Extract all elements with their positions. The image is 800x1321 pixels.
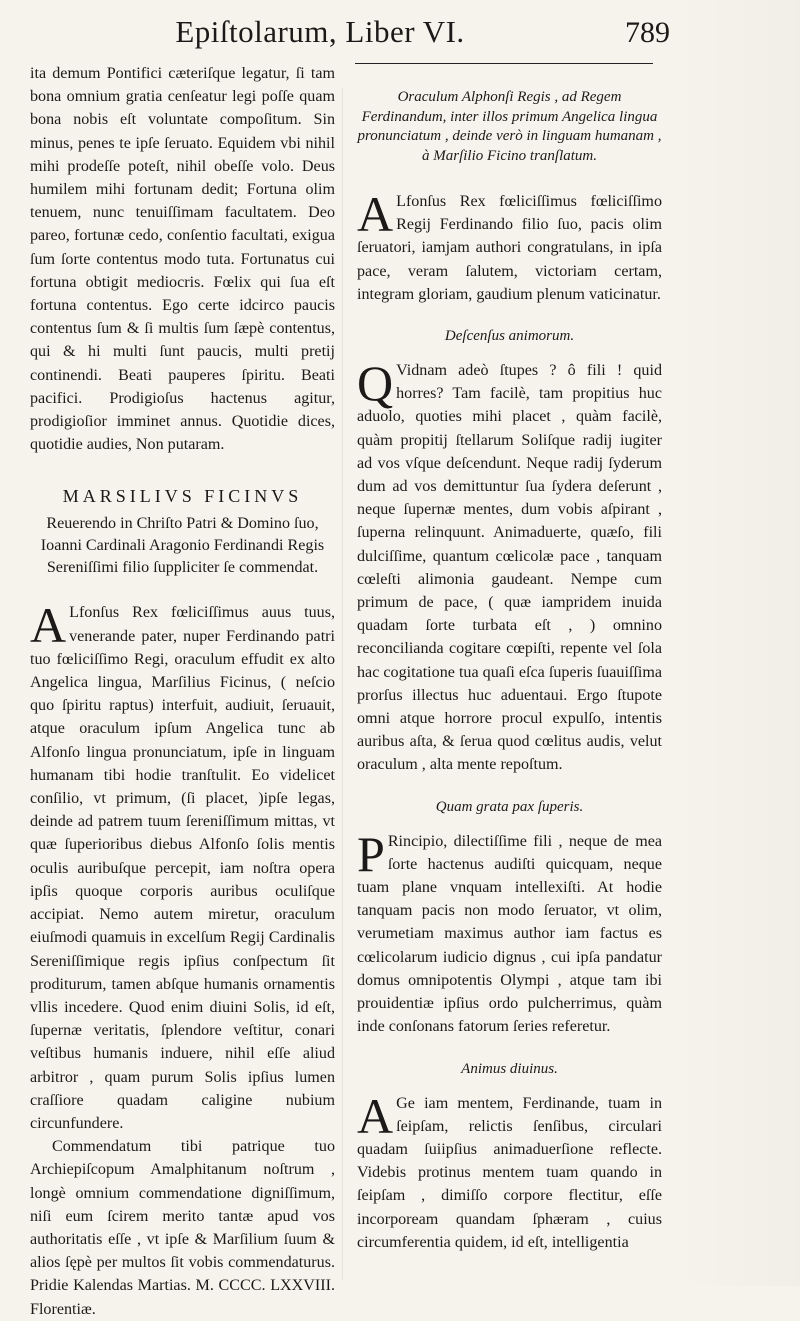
page-edge-shading <box>672 0 800 1286</box>
oracle-paragraph-4 <box>357 1087 662 1254</box>
oracle-paragraph-1 <box>357 186 662 306</box>
oracle-paragraph-2 <box>357 355 662 777</box>
dedication: Reuerendo in Chriſto Patri & Domino ſuo, Ioanni Cardinali Aragonio Ferdinandi Regis Sereniſſimi filio ſuppliciter ſe commendat. <box>40 515 325 577</box>
section-heading: Animus diuinus. <box>461 1060 558 1077</box>
oracle-title: Oraculum Alphonſi Regis , ad Regem Ferdinandum, inter illos primum Angelica lingua pronunciatum , deinde verò in linguam humanam , à Marſilio Ficino tranſlatum. <box>357 89 662 164</box>
drop-cap: A <box>357 1087 394 1144</box>
section-heading: Deſcenſus animorum. <box>444 328 575 345</box>
right-column <box>357 88 662 1254</box>
drop-cap: P <box>357 825 385 882</box>
running-title: Epiſtolarum, Liber VI. <box>175 14 465 49</box>
oracle-paragraph-3 <box>357 825 662 1039</box>
page-number: 789 <box>625 16 670 49</box>
drop-cap: Q <box>357 355 394 412</box>
author-heading: MARSILIVS FICINVS <box>62 486 303 507</box>
letter-body <box>30 597 335 1135</box>
letter-body-text: Lfonſus Rex fœliciſſimus auus tuus, venerande pater, nuper Ferdinando patri tuo fœliciſſimo Regi, oraculum effudit ex alto Angelica lingua, Marſilius Ficinus, ( neſcio quo ſpiritu raptus) interfuit, audiuit, ſeruauit, atque oraculum ipſum Angelica tunc ab Alfonſo lingua pronunciatum, ipſe in linguam humanam tibi hodie tranſtulit. Eo videlicet conſilio, vt primum, (ſi placet, )ipſe legas, deinde ad patrem tuum ſereniſſimum mittas, vt quæ ſuperioribus diebus Alfonſo ſolis mentis oculis auribuſque percepit, iam noſtra opera ipſis quoque corporis auribus oculiſque accipiat. Nemo autem miretur, oraculum eiuſmodi quamuis in excelſum Regij Cardinalis Sereniſſimique regis ipſius conſpectum ſit proditurum, tamen abſque humanis ornamentis vllis incedere. Quod enim diuini Solis, id eſt, ſupernæ veritatis, ſplendore veſtitur, conari veſtibus humanis induere, nihil eſſe aliud arbitror , quam purum Solis ipſius lumen craſſiore quadam caligine nubium circunfundere. <box>30 604 335 1132</box>
header-rule <box>355 63 653 64</box>
drop-cap: A <box>357 186 394 242</box>
oracle-paragraph-2-text: Vidnam adeò ſtupes ? ô fili ! quid horres? Tam facilè, tam propitius huc aduolo, quoties mihi placet , quàm facilè, quàm propitij ſtellarum Soliſque radij iugiter ad vos vſque deſcendunt. Neque radij ſyderum dum ad vos demittuntur ſua ſydera deſerunt , neque ſupernæ mentes, dum vobis aſpirant , ſuperna relinquunt. Animaduerte, quæſo, fili dulciſſime, quantum cœlicolæ pace , tanquam cœleſti alimonia gaudeant. Nempe cum primum de pace, ( quæ iampridem inuida quadam ſorte turbata eſt , ) omnino reconcilianda cogitare cœpiſti, repente vel ſola hac cogitatione tua quaſi eſca ſuperis ſuauiſſima prorſus illectus huc aduentaui. Ergo ſtupote omni atque horrore procul expulſo, intentis auribus aſta, & ſerua quod cœlitus audis, velut oraculum , alta mente repoſtum. <box>357 362 662 774</box>
column-gutter <box>342 88 343 1280</box>
oracle-paragraph-4-text: Ge iam mentem, Ferdinande, tuam in ſeipſam, relictis ſenſibus, circulari quadam ſuiipſius animaduerſione reflecte. Videbis protinus mentem tuam quando in ſeipſam , dimiſſo corpore flectitur, eſſe incorpoream quandam ſphæram , cuius circumferentia quidem, id eſt, intelligentia <box>357 1094 662 1251</box>
drop-cap: A <box>30 597 67 654</box>
letter-closing: Commendatum tibi patrique tuo Archiepiſcopum Amalphitanum noſtrum , longè omnium commendatione digniſſimum, niſi eum ſcirem merito tantæ apud vos authoritatis eſſe , vt ipſe & Marſilium ſuum & alios ſępè per multos ſit vobis commendaturus. Pridie Kalendas Martias. M. CCCC. LXXVIII. Florentiæ. <box>30 1138 335 1318</box>
oracle-paragraph-1-text: Lfonſus Rex fœliciſſimus fœliciſſimo Regij Ferdinando filio ſuo, pacis olim ſeruatori, iamjam authori congratulans, in ipſa pace, veram ſalutem, victoriam certam, integram gloriam, gaudium plenum vaticinatur. <box>357 193 662 303</box>
previous-letter-ending: ita demum Pontifici cæteriſque legatur, ſi tam bona omnium gratia cenſeatur legi poſſe quam bona nobis eſt voluntate compoſitum. Sin minus, penes te ipſe ſeruato. Equidem vbi nihil mihi prodeſſe poteſt, nihil obeſſe volo. Deus humilem mihi fortunam dedit; Fortuna olim tenuem, nunc tenuiſſimam facultatem. Deo pareo, fortunæ cedo, conſentio facultati, exigua ſum ſorte contentus modo tuta. Fortunatus cui fortuna obtigit mediocris. Fœlix qui ſua eſt fortuna contentus. Ego certe idcirco paucis contentus ſum & ſi multis ſum ſæpè contentus, qui & hi multi ſunt paucis, multi pretij continendi. Beati pauperes ſpiritu. Beati pacifici. Prodigioſus hactenus agitur, prodigioſior imminet annus. Quotidie dices, quotidie audies, Non putaram. <box>30 65 335 454</box>
left-column <box>30 62 335 1321</box>
section-heading: Quam grata pax ſuperis. <box>435 798 584 815</box>
oracle-paragraph-3-text: Rincipio, dilectiſſime fili , neque de mea ſorte hactenus audiſti quicquam, neque tuam plane vnquam intellexiſti. At hodie tanquam pacis non modo ſeruator, vt olim, verumetiam maximus author iam factus es cœlicolarum iudicio dignus , cui ipſa pandatur domus omnipotentis Olympi , atque tam ibi prouidentiæ ipſius ordo pulcherrimus, quàm inde conſonans fatorum ſeries referetur. <box>357 832 662 1036</box>
